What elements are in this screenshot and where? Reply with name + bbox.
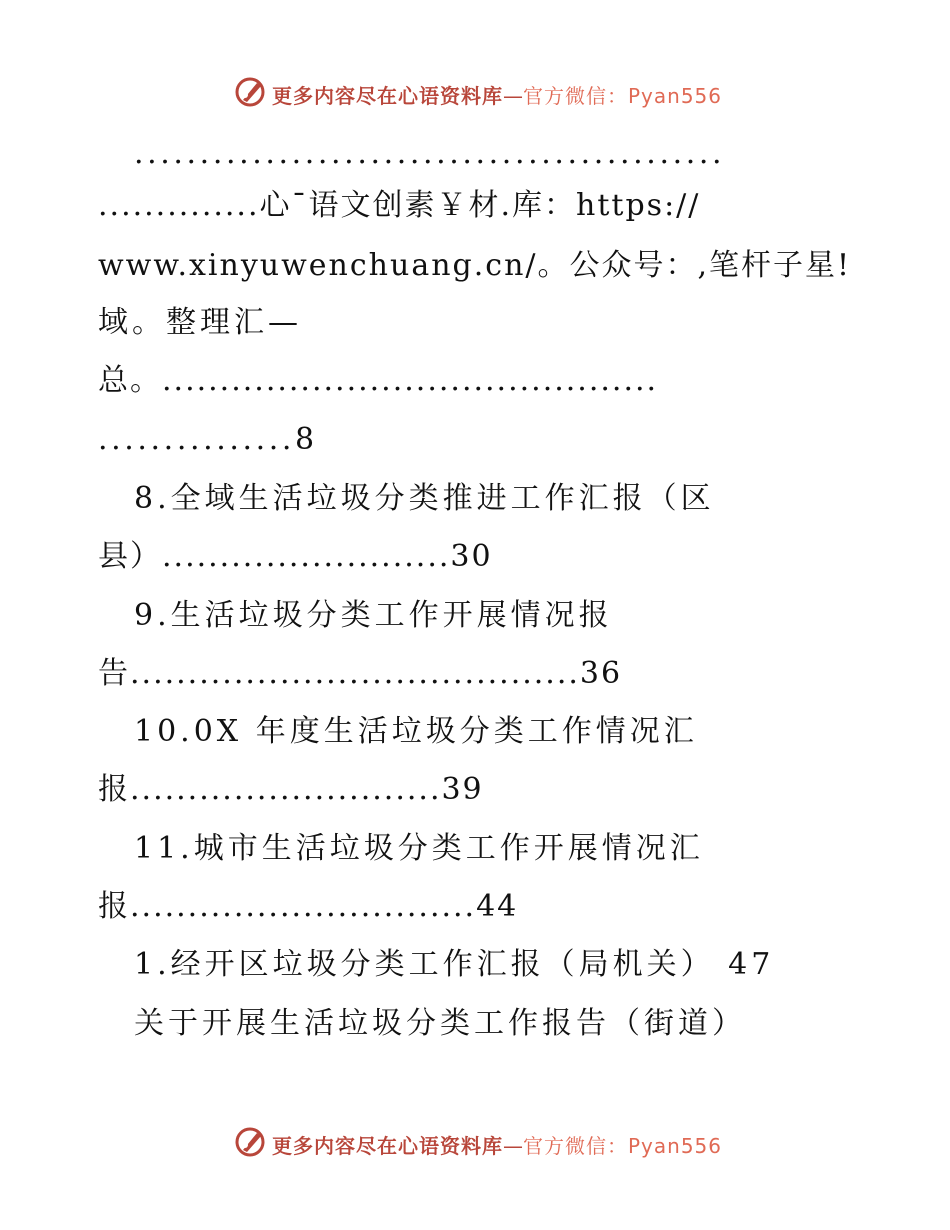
banner-wechat: 官方微信：Pyan556 xyxy=(523,84,723,108)
toc-line: 告.......................................36 xyxy=(98,656,623,691)
toc-line: 9.生活垃圾分类工作开展情况报 xyxy=(134,598,613,633)
toc-line: 报..............................44 xyxy=(98,889,519,924)
banner-separator: — xyxy=(503,84,523,108)
toc-line: www.xinyuwenchuang.cn/。公众号：,笔杆子星! xyxy=(98,248,852,283)
toc-line: 10.0X 年度生活垃圾分类工作情况汇 xyxy=(134,714,698,749)
toc-line: 1.经开区垃圾分类工作汇报（局机关） 47 xyxy=(134,947,775,982)
toc-line: 关于开展生活垃圾分类工作报告（街道） xyxy=(134,1006,746,1041)
toc-line: ............................................. xyxy=(134,136,726,171)
toc-line: 域。整理汇— xyxy=(98,305,302,340)
toc-line: 报...........................39 xyxy=(98,772,484,807)
banner-brand: 更多内容尽在心语资料库 xyxy=(272,1134,503,1158)
banner-separator: — xyxy=(503,1134,523,1158)
toc-line: 县）.........................30 xyxy=(98,539,493,574)
header-banner xyxy=(0,72,950,112)
toc-line: 总。........................................... xyxy=(98,363,659,398)
toc-line: ...............8 xyxy=(98,422,318,457)
banner-wechat: 官方微信：Pyan556 xyxy=(523,1134,723,1158)
footer-banner xyxy=(0,1122,950,1162)
toc-line: 8.全域生活垃圾分类推进工作汇报（区 xyxy=(134,481,715,516)
toc-line: ..............心¯语文创素￥材.库：https:// xyxy=(98,188,701,223)
banner-brand: 更多内容尽在心语资料库 xyxy=(272,84,503,108)
pen-logo-icon xyxy=(235,1125,267,1157)
pen-logo-icon xyxy=(235,75,267,107)
toc-line: 11.城市生活垃圾分类工作开展情况汇 xyxy=(134,831,704,866)
